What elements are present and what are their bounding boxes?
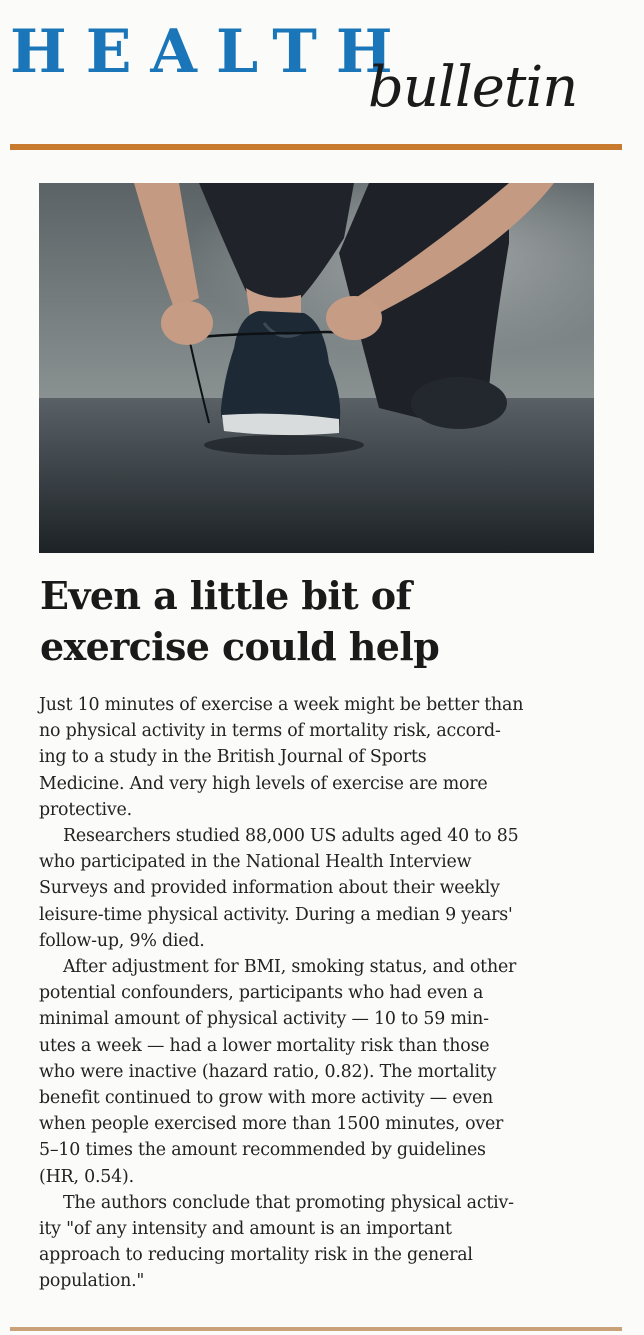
footer-divider [10, 1327, 622, 1331]
article-photo [39, 183, 594, 553]
text-line: utes a week — had a lower mortality risk than those [39, 1035, 490, 1056]
text-line: Just 10 minutes of exercise a week might be better than [39, 695, 524, 715]
text-line: 5–10 times the amount recommended by guidelines [39, 1140, 486, 1161]
text-line: ing to a study in the British Journal of Sports [39, 747, 427, 768]
text-line: (HR, 0.54). [39, 1166, 134, 1187]
text-line: population." [39, 1271, 145, 1292]
text-line: who participated in the National Health Interview [39, 852, 472, 873]
text-line: After adjustment for BMI, smoking status, and other [63, 957, 517, 978]
text-line: Medicine. And very high levels of exercise are more [39, 773, 488, 794]
headline-line: exercise could help [40, 624, 440, 669]
masthead-title-bulletin: bulletin [368, 55, 578, 120]
article-paragraph [39, 692, 597, 823]
text-line: minimal amount of physical activity — 10 to 59 min- [39, 1009, 489, 1030]
masthead [0, 0, 644, 160]
text-line: benefit continued to grow with more activity — even [39, 1088, 494, 1109]
text-line: who were inactive (hazard ratio, 0.82). The mortality [39, 1061, 497, 1082]
text-line: follow-up, 9% died. [39, 930, 205, 951]
text-line: when people exercised more than 1500 minutes, over [39, 1114, 504, 1135]
text-line: no physical activity in terms of mortality risk, accord- [39, 721, 501, 742]
text-line: Surveys and provided information about their weekly [39, 878, 500, 899]
headline-line: Even a little bit of [40, 573, 412, 618]
article-body [39, 692, 597, 1295]
article-paragraph [39, 823, 597, 954]
text-line: The authors conclude that promoting physical activ- [63, 1192, 514, 1213]
text-line: protective. [39, 799, 132, 820]
text-line: Researchers studied 88,000 US adults aged 40 to 85 [63, 826, 519, 847]
article-paragraph [39, 954, 597, 1190]
article-paragraph [39, 1190, 597, 1295]
masthead-title-health: HEALTH [10, 17, 412, 87]
masthead-divider [10, 144, 622, 150]
text-line: ity "of any intensity and amount is an important [39, 1219, 452, 1240]
text-line: leisure-time physical activity. During a median 9 years' [39, 904, 513, 925]
text-line: approach to reducing mortality risk in the general [39, 1245, 473, 1266]
article-headline [40, 570, 600, 672]
text-line: potential confounders, participants who had even a [39, 983, 484, 1004]
